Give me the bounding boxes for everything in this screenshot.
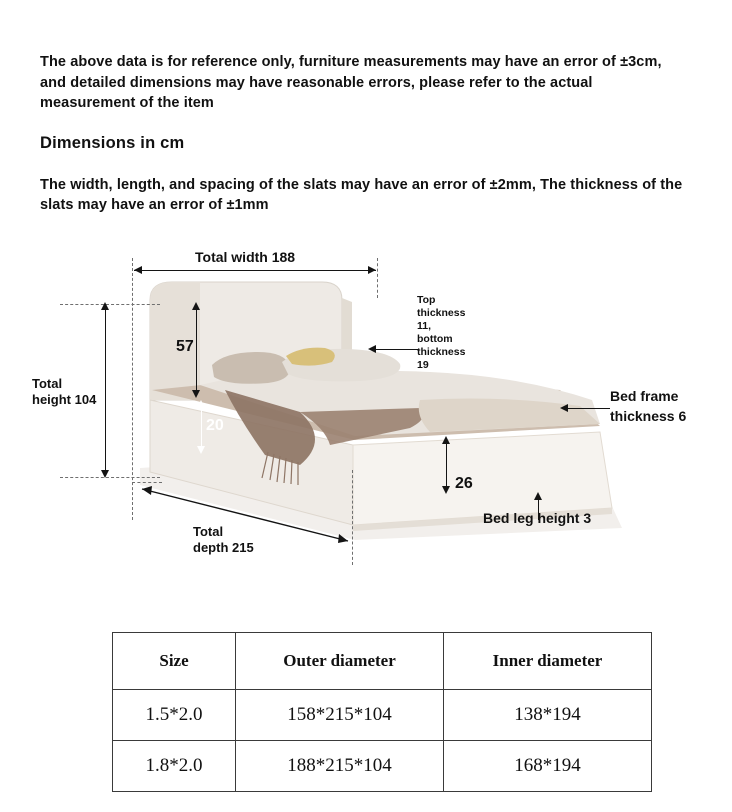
cell-inner-diameter: 138*194 [444, 690, 652, 741]
label-bottom-thickness-1: bottom [417, 333, 453, 345]
cell-outer-diameter: 158*215*104 [236, 690, 444, 741]
label-bed-frame-thickness-2: thickness 6 [610, 408, 687, 424]
cell-outer-diameter: 188*215*104 [236, 741, 444, 792]
label-top-thickness-1: Top [417, 294, 436, 306]
notes-block [40, 52, 690, 216]
table-header-size: Size [113, 633, 236, 690]
label-bottom-thickness-3: 19 [417, 359, 429, 371]
cell-inner-diameter: 168*194 [444, 741, 652, 792]
label-total-depth-2: depth 215 [193, 540, 254, 555]
measure-total-depth [0, 240, 732, 610]
label-total-height-line1: Total [32, 376, 63, 391]
note-reference-error: The above data is for reference only, furniture measurements may have an error of ±3cm, and detailed dimensions may have reasonable errors, please refer to the actual measurement of the item [40, 54, 662, 112]
label-bed-leg-height: Bed leg height 3 [483, 510, 592, 526]
label-mattress-gap: 20 [206, 417, 224, 434]
label-top-thickness-3: 11, [417, 320, 432, 332]
table-header-outer-diameter: Outer diameter [236, 633, 444, 690]
label-headboard-height: 57 [176, 338, 194, 355]
table-header-inner-diameter: Inner diameter [444, 633, 652, 690]
specification-table [112, 632, 652, 792]
label-total-depth-1: Total [193, 524, 224, 539]
cell-size: 1.8*2.0 [113, 741, 236, 792]
label-base-height: 26 [455, 475, 473, 492]
table-row [113, 690, 652, 741]
label-total-height-line2: height 104 [32, 392, 97, 407]
note-slat-tolerance: The width, length, and spacing of the slats may have an error of ±2mm, The thickness of the slats may have an error of ±1mm [40, 176, 683, 214]
table-row [113, 741, 652, 792]
label-bed-frame-thickness-1: Bed frame [610, 388, 679, 404]
label-top-thickness-2: thickness [417, 307, 466, 319]
note-dimensions-unit: Dimensions in cm [40, 133, 185, 152]
bed-dimension-diagram [0, 240, 732, 610]
label-bottom-thickness-2: thickness [417, 346, 466, 358]
label-total-width: Total width 188 [195, 249, 296, 265]
cell-size: 1.5*2.0 [113, 690, 236, 741]
table-header-row [113, 633, 652, 690]
